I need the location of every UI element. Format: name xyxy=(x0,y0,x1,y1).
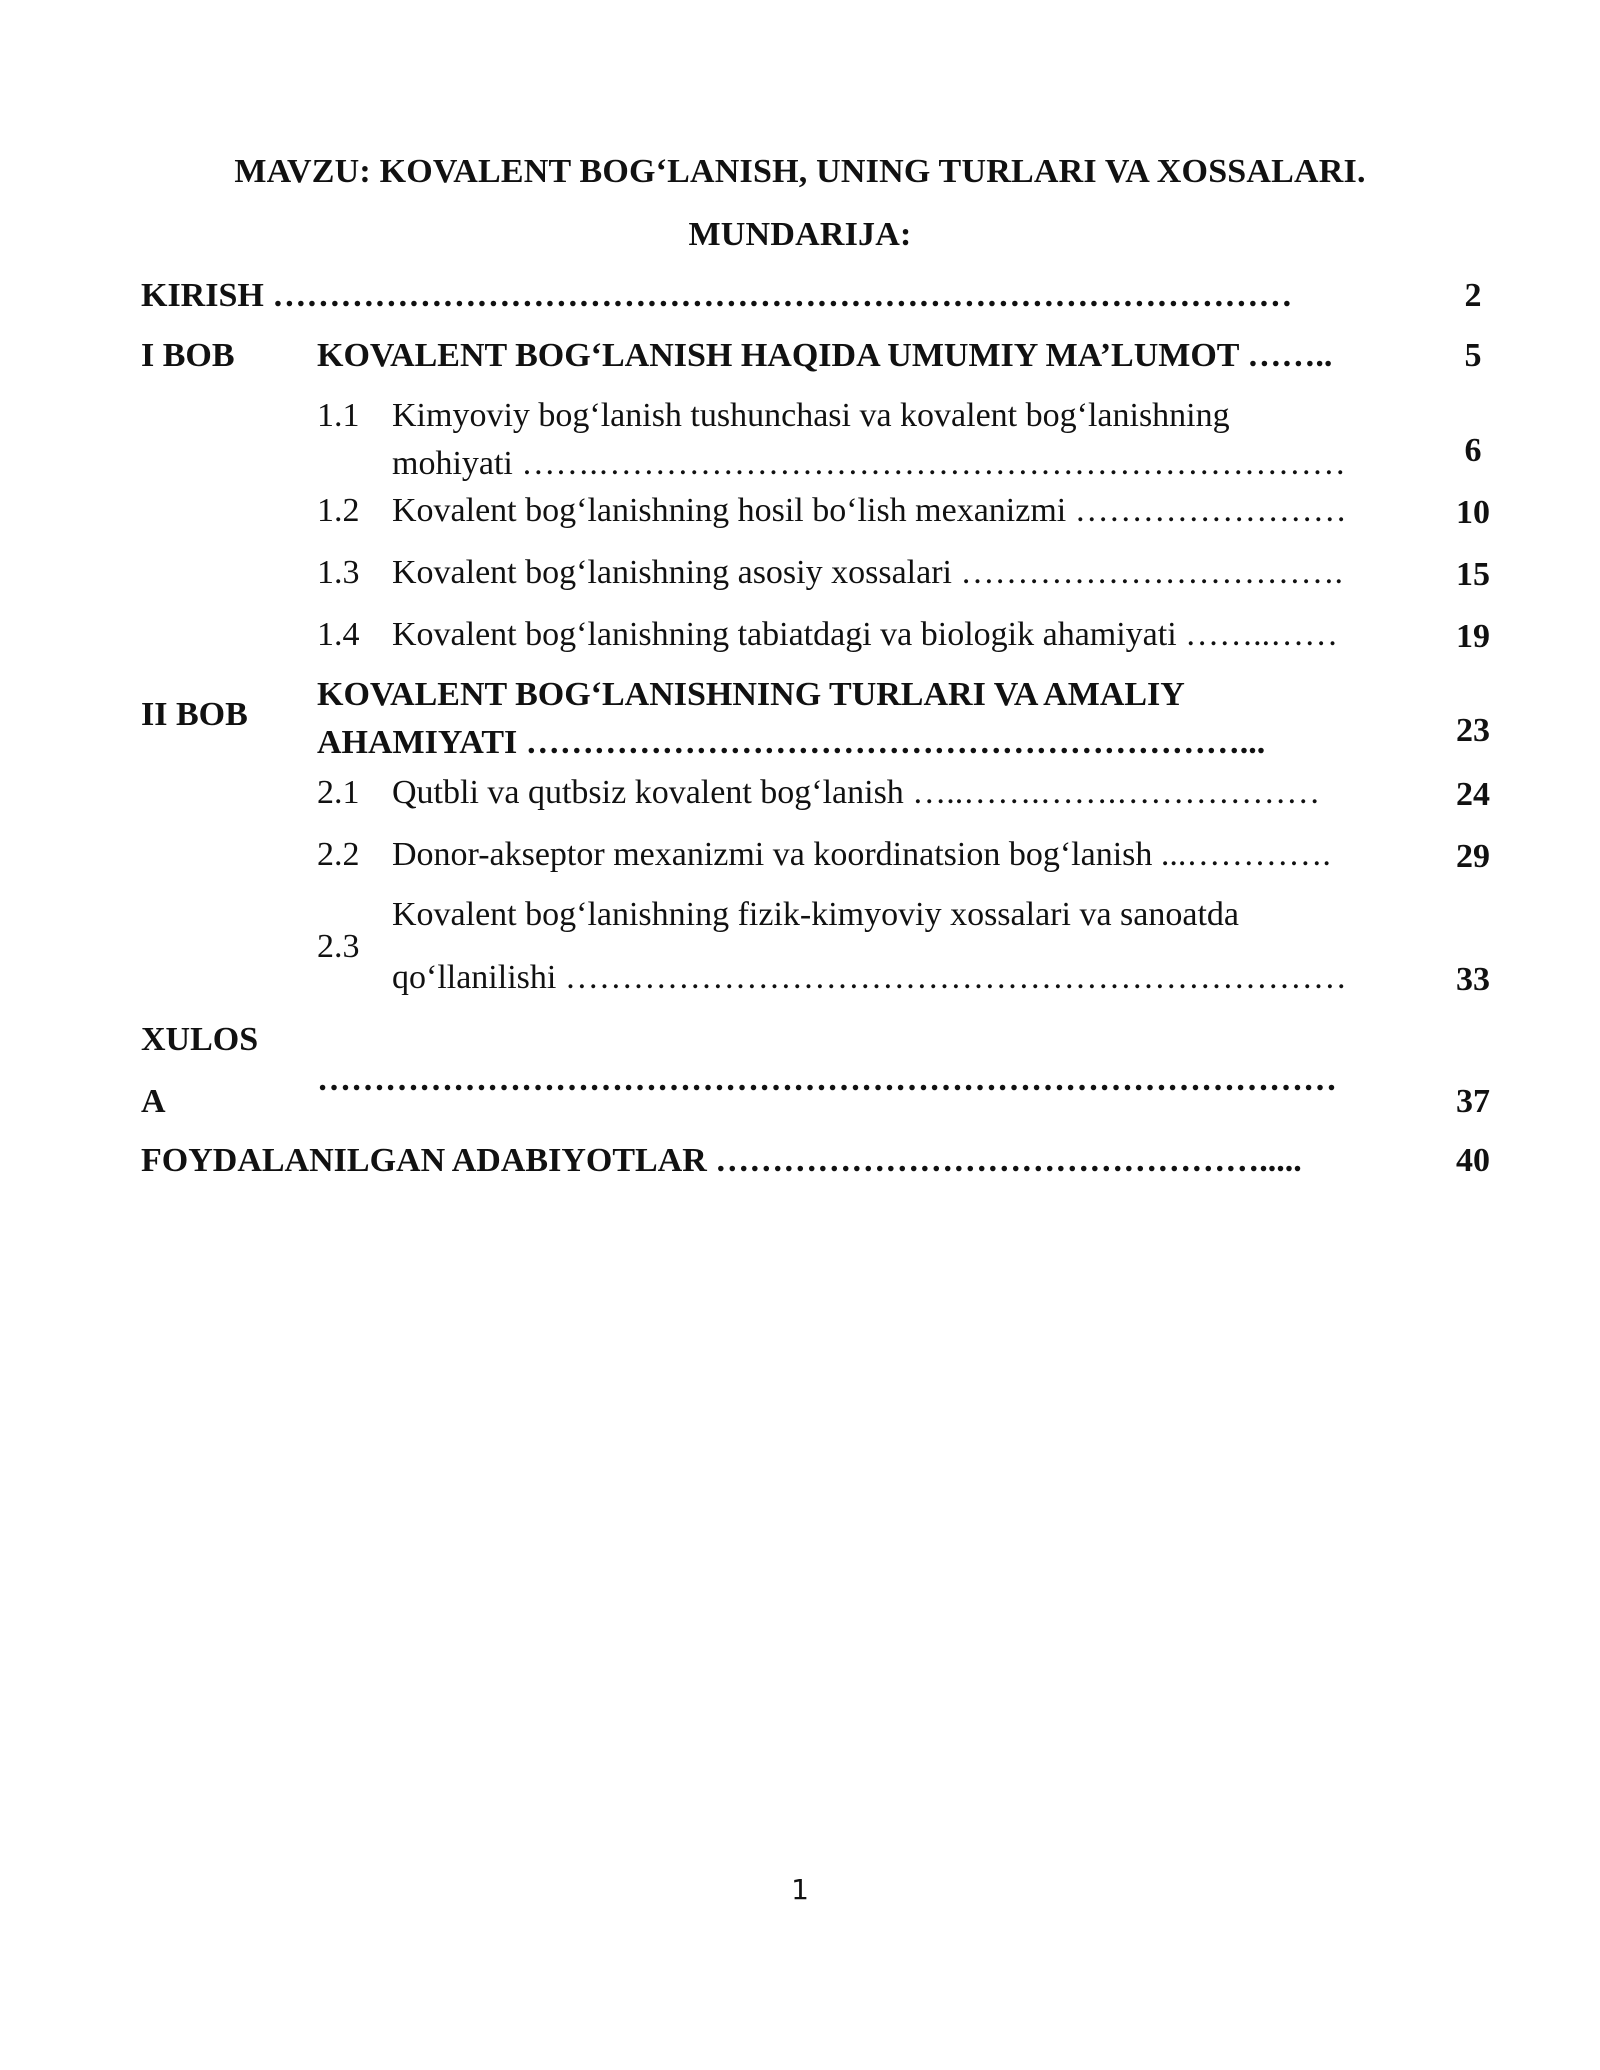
section-title-line1: Kimyoviy bog‘lanish tushunchasi va kovalent bog‘lanishning xyxy=(392,397,1230,434)
conclusion-dots: ……………………………………………………………………………… xyxy=(317,1061,1337,1098)
section-title-line1: Kovalent bog‘lanishning fizik-kimyoviy xossalari va sanoatda xyxy=(392,896,1239,933)
toc-page-kirish: 2 xyxy=(1464,277,1482,314)
toc-heading: MUNDARIJA: xyxy=(688,216,912,253)
chapter-label-1: I BOB xyxy=(141,337,235,374)
chapter-label-2: II BOB xyxy=(141,696,248,733)
toc-page-references: 40 xyxy=(1456,1142,1490,1179)
toc-page-chapter-1: 5 xyxy=(1464,337,1482,374)
section-number: 1.2 xyxy=(317,492,360,529)
document-title: MAVZU: KOVALENT BOG‘LANISH, UNING TURLARI VA XOSSALARI. xyxy=(234,153,1366,190)
toc-page-section: 10 xyxy=(1456,494,1490,531)
toc-page-chapter-2: 23 xyxy=(1456,712,1490,749)
section-title: Kovalent bog‘lanishning asosiy xossalari ……………………………. xyxy=(392,554,1343,591)
section-number: 1.1 xyxy=(317,397,360,434)
section-title: Kovalent bog‘lanishning hosil bo‘lish mexanizmi …………………… xyxy=(392,492,1347,529)
toc-page-section: 29 xyxy=(1456,838,1490,875)
conclusion-label-line1: XULOS xyxy=(141,1021,259,1058)
section-title: Donor-akseptor mexanizmi va koordinatsion bog‘lanish ...…………. xyxy=(392,836,1331,873)
section-title: Qutbli va qutbsiz kovalent bog‘lanish …..…….…….……………… xyxy=(392,774,1321,811)
toc-page-section: 33 xyxy=(1456,961,1490,998)
section-title-line2: mohiyati …….………………………………………………………… xyxy=(392,445,1346,482)
toc-page-section: 15 xyxy=(1456,556,1490,593)
toc-page-section: 24 xyxy=(1456,776,1490,813)
section-title: Kovalent bog‘lanishning tabiatdagi va biologik ahamiyati ……..…… xyxy=(392,616,1339,653)
toc-page-conclusion: 37 xyxy=(1456,1083,1490,1120)
section-title-line2: qo‘llanilishi …………………………………………………………… xyxy=(392,959,1347,996)
section-number: 1.4 xyxy=(317,616,360,653)
chapter-title-2-line2: AHAMIYATI ………………………………………………………... xyxy=(317,724,1266,761)
conclusion-label-line2: A xyxy=(141,1083,166,1120)
toc-page-section: 19 xyxy=(1456,618,1490,655)
toc-page-section: 6 xyxy=(1464,432,1482,469)
toc-entry-kirish: KIRISH ……………………………………………………………………………… xyxy=(141,277,1293,314)
chapter-title-2-line1: KOVALENT BOG‘LANISHNING TURLARI VA AMALIY xyxy=(317,676,1185,713)
toc-entry-references: FOYDALANILGAN ADABIYOTLAR …………………………………………..... xyxy=(141,1142,1302,1179)
section-number: 2.2 xyxy=(317,836,360,873)
section-number: 2.1 xyxy=(317,774,360,811)
section-number: 2.3 xyxy=(317,928,360,965)
page-number-footer: 1 xyxy=(791,1873,809,1906)
chapter-title-1: KOVALENT BOG‘LANISH HAQIDA UMUMIY MA’LUMOT …….. xyxy=(317,337,1333,374)
section-number: 1.3 xyxy=(317,554,360,591)
